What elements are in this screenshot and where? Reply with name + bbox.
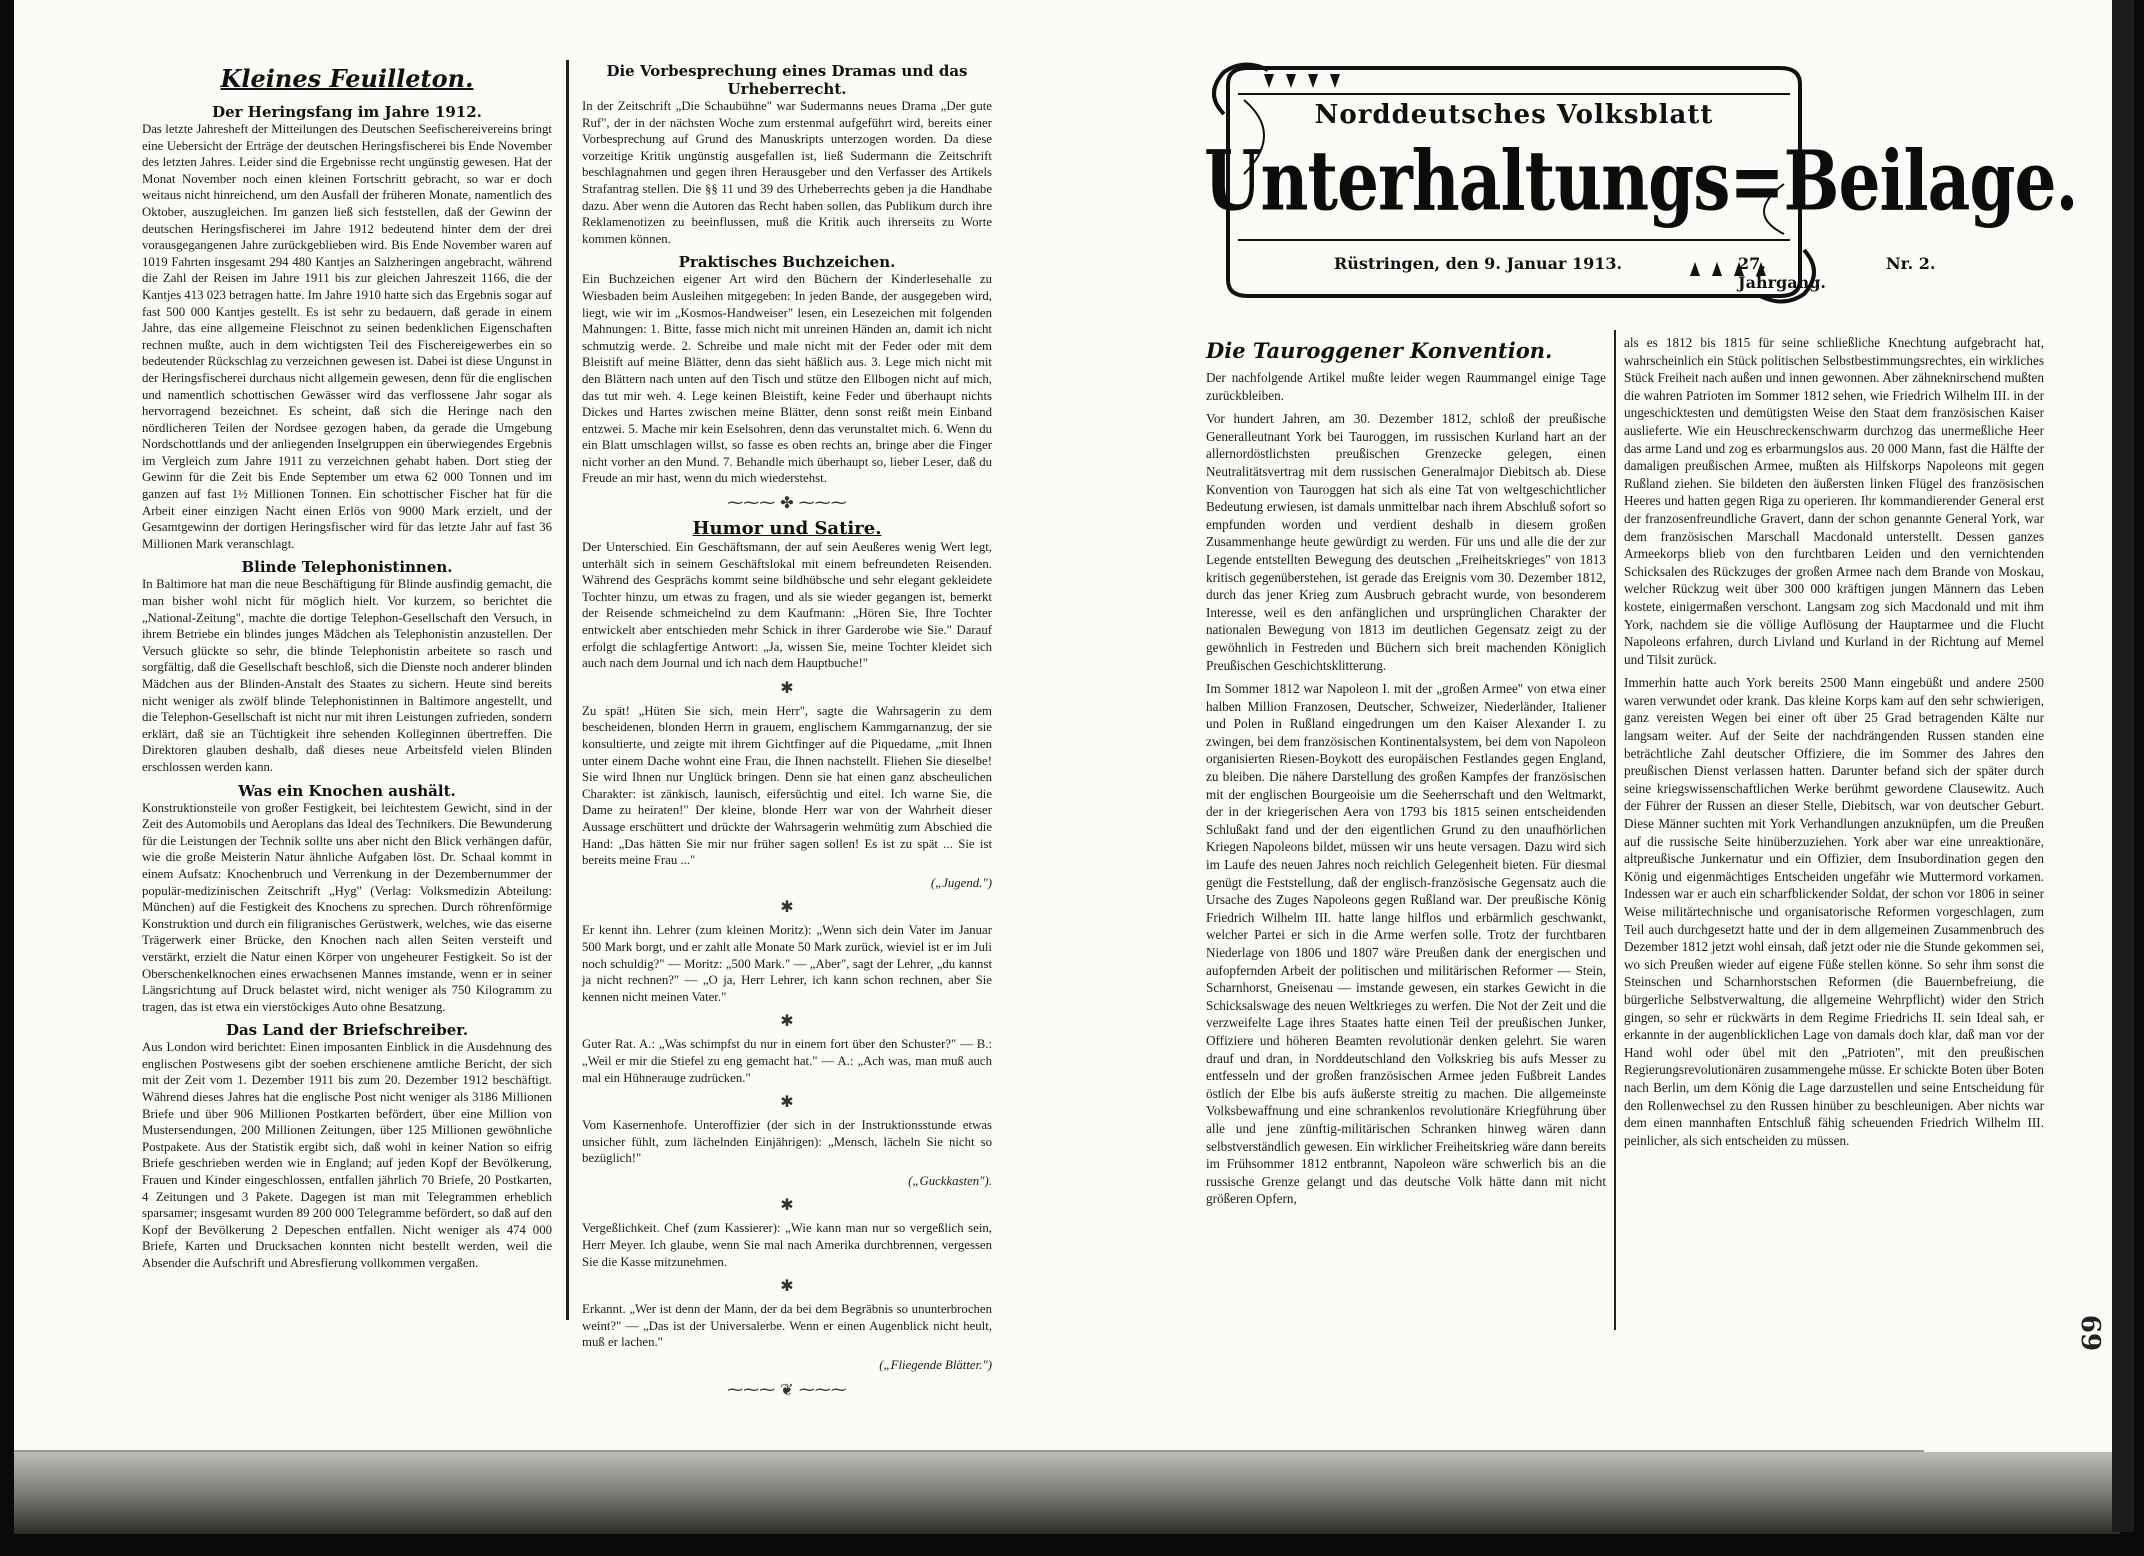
humor-item: Erkannt. „Wer ist denn der Mann, der da bei dem Begräbnis so ununterbrochen weint?" — „Das ist der Universalerbe. Wenn er einen Augenblick nicht heult, muß er lachen." — [582, 1302, 992, 1350]
scan-border — [2112, 0, 2134, 1532]
section-text: In Baltimore hat man die neue Beschäftigung für Blinde ausfindig gemacht, die man bisher wohl nicht für möglich hielt. Vor kurzem, so berichtet die „National-Zeitung", machte die dortige Telephon-Gesellschaft den Versuch, in ihrem Betriebe ein blindes junges Mädchen als Telephonistin anzustellen. Der Versuch glückte so sehr, die blinde Telephonistin arbeitete so rasch und sorgfältig, daß die Gesellschaft beschloß, sich die Dienste noch anderer blinden Mädchen aus der Blinden-Anstalt des Staates zu sichern. Heute sind bereits nicht weniger als zwölf blinde Telephonistinnen in Baltimore angestellt, und die Telephon-Gesellschaft ist nicht nur mit ihren Leistungen zufrieden, sondern erklärt, daß sie an Tüchtigkeit ihre sehenden Kolleginnen übertreffen. Die Direktoren glauben deshalb, daß dieses neue Arbeitsfeld vielen Blinden erschlossen werden kann. — [142, 577, 552, 774]
separator-star: ✱ — [780, 897, 794, 917]
section-heading: Der Heringsfang im Jahre 1912. — [212, 103, 482, 121]
column-rule — [1614, 330, 1616, 1330]
page-number: 69 — [2075, 1314, 2106, 1352]
humor-source: („Fliegende Blätter.") — [879, 1358, 992, 1373]
section-text: Aus London wird berichtet: Einen imposanten Einblick in die Ausdehnung des englischen Postwesens gibt der soeben erschienene amtliche Bericht, der sich mit der Zeit vom 1. Dezember 1911 bis zum 20. Dezember 1912 beschäftigt. Während dieses Jahres hat die englische Post nicht weniger als 3186 Millionen Briefe und über 906 Millionen Postkarten befördert, über eine Million von Mustersendungen, 200 Millionen Zeitungen, über 125 Millionen gewöhnliche Postpakete. Aus der Statistik ergibt sich, daß wohl in keiner Nation so eifrig Briefe geschrieben werden wie in England; auf jeden Kopf der Bevölkerung, Frauen und Kinder eingeschlossen, entfallen jährlich 70 Briefe, 20 Postkarten, 4 Zeitungen und 3 Pakete. Dagegen ist man mit Telegrammen erheblich sparsamer; insgesamt wurden 89 200 000 Telegramme befördert, so daß auf den Kopf der Bevölkerung 2 Depeschen entfallen. Nicht weniger als 474 000 Briefe, Karten und Drucksachen konnten nicht bestellt werden, weil die Absender die Aufschrift und Abresfierung vollkommen vergaßen. — [142, 1040, 552, 1270]
masthead-issue-number: Nr. 2. — [1886, 254, 1936, 273]
humor-item: Zu spät! „Hüten Sie sich, mein Herr", sagte die Wahrsagerin zu dem bescheidenen, blonden Herrn in grauem, englischem Kammgarnanzug, der sie konsultierte, und zeigte mit ihrem Gichtfinger auf die Piquedame, „mit Ihnen unter einem Dache wohnt eine Frau, die Ihnen nachstellt. Fliehen Sie dieselbe! Sie wird Ihnen nur Unglück bringen. Denn sie hat einen ganz abscheulichen Charakter: ist zänkisch, launisch, eifersüchtig und eitel. Ich warne Sie, die Dame zu heiraten!" Der kleine, blonde Herr war von der Wahrheit dieser Aussage erschüttert und drückte der Wahrsagerin wehmütig zum Abschied die Hand: „Das hätten Sie mir nur früher sagen sollen! Es ist zu spät ... Sie ist bereits meine Frau ..." — [582, 703, 992, 868]
article-paragraph: Vor hundert Jahren, am 30. Dezember 1812, schloß der preußische Generalleutnant York bei Tauroggen, im russischen Kurland hart an der allernordöstlichsten preußischen Grenzecke gelegen, einen Neutralitätsvertrag mit dem russischen Generalmajor Diebitsch ab. Diese Konvention von Tauroggen hat sich als eine Tat von weltgeschichtlicher Bedeutung erwiesen, ist damals unmittelbar nach ihrem Abschluß sofort so empfunden worden und verdient deshalb in diesem großen Zusammenhange heute gewürdigt zu werden. Für uns und alle die der zur Legende entstellten Bewegung des deutschen „Freiheitskrieges" von 1813 kritisch gegenüberstehen, ist gerade das Ereignis vom 30. Dezember 1812, durch das jener Krieg zum Ausbruch gebracht wurde, von besonderem Interesse, weil es den anfänglichen und ursprünglichen Charakter der nationalen Bewegung von 1813 im deutlichen Gegensatz zeigt zu der gewöhnlich in Festreden und Büchern sich breit machenden Königlich Preußischen Geschichtsklitterung. — [1206, 411, 1606, 673]
separator-star: ✱ — [780, 1195, 794, 1215]
humor-item: Guter Rat. A.: „Was schimpfst du nur in einem fort über den Schuster?" — B.: „Weil er mir die Stiefel zu eng gemacht hat." — A.: „Ach was, man muß auch mal ein Hühnerauge zudrücken." — [582, 1037, 992, 1085]
section-text: Das letzte Jahresheft der Mitteilungen des Deutschen Seefischereivereins bringt eine Uebersicht der Erträge der deutschen Heringsfischerei bis Ende November des letzten Jahres. Leider sind die Ergebnisse recht ungünstig gewesen. Hat der Monat November noch einen kleinen Fortschritt gebracht, so war er doch weitaus nicht hinreichend, um den Ausfall der früheren Monate, namentlich des Oktober, auszugleichen. Im ganzen ließ sich feststellen, daß der Gewinn der deutschen Heringsfischerei im Jahre 1912 bedeutend hinter dem der drei vorausgegangenen Jahre zurückgeblieben wird. Bis Ende November waren auf 1019 Fahrten insgesamt 294 480 Kantjes an Salzheringen angebracht, während die Zahl der Reisen im Jahre 1911 bis zur gleichen Jahreszeit 1166, die der Kantjes 413 023 betragen hatte. Im Jahre 1910 hatte sich das Ergebnis sogar auf fast 500 000 Kantjes gestellt. Es ist sehr zu bedauern, daß gerade in einem Jahre, das eine allgemeine Fleischnot zu seinen bedenklichen Eigenschaften rechnen mußte, auch in dem wichtigsten Teil des Fischereigewerbes ein so bedeutender Rückschlag zu verzeichnen gewesen ist. Dabei ist diese Ungunst in der Heringsfischerei durchaus nicht allgemein gewesen, denn für die englischen und namentlich schottischen Gewässer wird das verflossene Jahr sogar als hervorragend bezeichnet. Es scheint, daß sich die Heringe nach den nördlicheren Teilen der Nordsee gezogen haben, da gerade die Umgebung Nordschottlands und der anliegenden Inselgruppen ein überwiegendes Ergebnis im Vergleich zum Jahre 1911 zu verzeichnen gehabt haben. Dort stieg der Gewinn für die Zeit bis Ende September um etwa 62 000 Tonnen und im ganzen auf fast 1½ Millionen Tonnen. Ein schottischer Fischer hat für die Arbeit einer einzigen Nacht einen Erlös von 9000 Mark erzielt, und der Gesamtgewinn der dortigen Heringsfischer wird für das letzte Jahr auf fast 36 Millionen Mark veranschlagt. — [142, 122, 552, 551]
section-text: Ein Buchzeichen eigener Art wird den Büchern der Kinderlesehalle zu Wiesbaden beim Ausleihen mitgegeben: In jeden Bande, der ausgegeben wird, liegt, wie wir im „Kosmos-Handweiser" lesen, ein Lesezeichen mit folgenden Mahnungen: 1. Bitte, fasse mich nicht mit unreinen Händen an, damit ich nicht schmutzig werde. 2. Schreibe und male nicht mit der Feder oder mit dem Bleistift auf meine Blätter, denn das sieht häßlich aus. 3. Lege mich nicht mit den Blättern nach unten auf den Tisch und stütze den Ellbogen nicht auf mich, das tut mir weh. 4. Lege keinen Bleistift, keine Feder und überhaupt nichts Dickes und Hartes zwischen meine Blätter, denn sonst reißt mein Einband entzwei. 5. Mache mir kein Eselsohren, denn das verunstaltet mich. 6. Wenn du ein Blatt umschlagen willst, so fasse es oben rechts an, bringe aber die Finger nicht vorher an den Mund. 7. Behandle mich überhaupt so, lieber Leser, daß du Freude an mir hast, wenn du mich wiederstehst. — [582, 272, 992, 486]
feuilleton-title: Kleines Feuilleton. — [220, 64, 474, 93]
column-article-left — [1206, 338, 1606, 1214]
sheet-bottom-edge — [14, 1452, 2120, 1534]
column-rule — [566, 60, 569, 1320]
masthead-title: Unterhaltungs=Beilage. — [1204, 132, 2078, 230]
article-paragraph: Im Sommer 1812 war Napoleon I. mit der „großen Armee" von etwa einer halben Million Franzosen, Deutscher, Schweizer, Niederländer, Italiener und Polen in Rußland eingedrungen um den Kaiser Alexander I. zu zwingen, bei dem französischen Kontinentalsystem, bei dem von Napoleon organisierten Riesen-Boykott des europäischen Festlandes gegen England, zu bleiben. Die nähere Darstellung des großen Kampfes der französischen mit der englischen Bourgeoisie um die Seeherrschaft und den Weltmarkt, der in der kriegerischen Aera von 1793 bis 1815 seinen entscheidenden Schlußakt fand und der den eigentlichen Grund zu den unaufhörlichen Kriegen Napoleons bildet, müssen wir uns heute versagen. Dazu wird sich im Laufe des neuen Jahres noch reichlich Gelegenheit bieten. Für diesmal genügt die Feststellung, daß der englisch-französische Gegensatz auch die Ursache des Zuges Napoleons gegen Rußland war. Der preußische König Friedrich Wilhelm III. hatte lange hilflos und erbärmlich geschwankt, welcher Partei er sich in die Arme werfen solle. Trotz der furchtbaren Niederlage von 1806 und 1807 wäre Preußen dank der energischen und aufopfernden Arbeit der politischen und militärischen Reformer — Stein, Scharnhorst, Gneisenau — imstande gewesen, ein starkes Gewicht in die Schicksalswage des neuen Weltkrieges zu werfen. Die Not der Zeit und die verzweifelte Lage ihres Staates hatte einen Teil der preußischen Junker, Offiziere und höheren Beamten revolutionär denken gelehrt. Sie waren drauf und dran, in Norddeutschland den Volkskrieg bis aufs Messer zu entfesseln und der großen französischen Armee jeden Fußbreit Landes östlich der Elbe bis aufs äußerste streitig zu machen. Die allgemeinste Volksbewaffnung und eine schrankenlos revolutionäre Kriegführung über alle und jene zünftig-militärischen Schranken hinweg wären dann selbstverständlich gewesen. Ein wirklicher Freiheitskrieg wäre dann bereits im Frühsommer 1812 entbrannt, Napoleon wäre schwerlich bis an die russische Grenze gelangt und das deutsche Volk hätte dann mit nicht größeren Opfern, — [1206, 681, 1606, 1207]
separator-star: ✱ — [780, 1276, 794, 1296]
ornament-divider: ⁓⁓⁓ ❦ ⁓⁓⁓ — [727, 1379, 847, 1399]
humor-item: Vom Kasernenhofe. Unteroffizier (der sich in der Instruktionsstunde etwas unsicher fühlt, zum lächelnden Einjährigen): „Mensch, lächeln Sie nicht so bezüglich!" — [582, 1118, 992, 1166]
section-heading: Praktisches Buchzeichen. — [678, 253, 896, 272]
section-knochen — [142, 782, 552, 1016]
section-heading: Das Land der Briefschreiber. — [225, 1021, 469, 1040]
masthead-date: Rüstringen, den 9. Januar 1913. — [1334, 254, 1623, 273]
humor-item: Vergeßlichkeit. Chef (zum Kassierer): „Wie kann man nur so vergeßlich sein, Herr Meyer. Ich glaube, wenn Sie mal nach Amerika durchbrennen, vergessen Sie die Kasse mitzunehmen. — [582, 1221, 992, 1269]
masthead-paper-name: Norddeutsches Volksblatt — [1314, 100, 1714, 130]
masthead-volume: 27. Jahrgang. — [1738, 254, 1826, 292]
separator-star: ✱ — [780, 1011, 794, 1031]
section-text: In der Zeitschrift „Die Schaubühne" war Sudermanns neues Drama „Der gute Ruf", der in der nächsten Woche zum erstenmal aufgeführt wird, bereits einer Vorbesprechung auf Grund des Manuskripts unterzogen worden. Da diese vorzeitige Kritik ungünstig ausgefallen ist, ließ Sudermann die Zeitschrift beschlagnahmen und gegen ihren Herausgeber und den Verfasser des Artikels Strafantrag stellen. Die §§ 11 und 39 des Urheberrechts geben ja die Handhabe dazu. Aber wenn die Autoren das Recht haben sollen, das Publikum durch ihre Reklamenotizen zu beeinflussen, muß die Kritik auch ihrerseits zu Worte kommen können. — [582, 99, 992, 246]
humor-item: Der Unterschied. Ein Geschäftsmann, der auf sein Aeußeres wenig Wert legt, unterhält sich in seinem Geschäftslokal mit einem befreundeten Reisenden. Während des Gesprächs kommt seine bildhübsche und sehr elegant gekleidete Tochter hinzu, um etwas zu fragen, und als sie wieder gegangen ist, bemerkt der Reisende schmeichelnd zu dem Kaufmann: „Hören Sie, Ihre Tochter entwickelt aber entschieden mehr Schick in ihrer Garderobe wie Sie." Darauf erfolgt die schlagfertige Antwort: „Ja, wissen Sie, meine Tochter kleidet sich auch nach dem Journal und ich nach dem Hauptbuche!" — [582, 540, 992, 671]
humor-item: Er kennt ihn. Lehrer (zum kleinen Moritz): „Wenn sich dein Vater im Januar 500 Mark borgt, und er zahlt alle Monate 50 Mark zurück, wieviel ist er im Juli noch schuldig?" — Moritz: „500 Mark." — „Aber", sagt der Lehrer, „du kannst ja nicht rechnen?" — „O ja, Herr Lehrer, ich kann schon rechnen, aber Sie kennen nicht meinen Vater." — [582, 923, 992, 1004]
section-heading: Die Vorbesprechung eines Dramas und das Urheberrecht. — [606, 62, 968, 98]
column-feuilleton — [142, 64, 552, 1278]
humor-title: Humor und Satire. — [692, 518, 882, 540]
section-hering — [142, 103, 552, 552]
section-briefschreiber — [142, 1021, 552, 1271]
column-article-right — [1624, 334, 2044, 1155]
section-heading: Blinde Telephonistinnen. — [241, 558, 453, 577]
humor-source: („Guckkasten"). — [908, 1173, 992, 1188]
section-heading: Was ein Knochen aushält. — [238, 781, 456, 800]
separator-star: ✱ — [780, 677, 794, 697]
newspaper-sheet — [14, 0, 2120, 1532]
article-paragraph: Immerhin hatte auch York bereits 2500 Mann eingebüßt und andere 2500 waren verwundet oder krank. Das kleine Korps kam auf den sehr schwierigen, ganz vereisten Wegen bei einer oft über 25 Grad betragenden Kälte nur langsam weiter. Auf der Seite der nachdrängenden Russen standen eine beträchtliche Zahl deutscher Offiziere, die im Sommer des Jahres den preußischen Dienst verlassen hatten. Darunter befand sich der später durch seine kriegswissenschaftlichen Werke berühmt gewordene Clausewitz. Auch der Führer der Russen an dieser Stelle, Diebitsch, war von deutscher Geburt. Diese Männer suchten mit York Verhandlungen anzuknüpfen, um die Preußen auf die russische Seite hinüberzuziehen. York aber war eine unreaktionäre, altpreußische Junkernatur und ein Offizier, dem Insubordination gegen den König und eigenmächtiges Entscheiden ungefähr wie Muttermord vorkamen. Indessen war er auch ein scharfblickender Soldat, der schon vor 1806 in seiner Weise militärtechnische und organisatorische Reformen vorgeschlagen, zum Teil auch durchgesetzt hatte und der in dem allgemeinen Zusammenbruch des Dezember 1812 jetzt wohl einsah, daß jetzt oder nie die Stunde gekommen sei, wo sich Preußen wieder auf eigene Füße stellen könne. So sehr ihm sonst die Steinschen und Scharnhorstschen Reformen (die Bauernbefreiung, die bürgerliche Selbstverwaltung, die allgemeine Wehrpflicht) wider den Strich gingen, so sehr er rückwärts in dem Regime Friedrichs II. sein Ideal sah, er erkannte in der augenblicklichen Lage von damals doch klar, daß man vor der Hand wohl oder übel mit den „Patrioten", mit den preußischen Regierungsrevolutionären zusammengehe müsse. Er schickte Boten über Boten nach Berlin, um dem König die Lage darzustellen und seine Entscheidung für den Rollenwechsel zu den Russen hinüber zu beschleunigen. Aber nichts war dem einen mannhaften Entschluß fähig scheuenden Friedrich Wilhelm III. peinlicher, als sich entscheiden zu müssen. — [1624, 675, 2044, 1148]
section-telephon — [142, 558, 552, 775]
section-text: Konstruktionsteile von großer Festigkeit, bei leichtestem Gewicht, sind in der Zeit des Automobils und Aeroplans das Ideal des Technikers. Die Bewunderung für die Leistungen der Technik sollte uns aber nicht den Blick verhängen dafür, wie die große Meisterin Natur ähnliche Aufgaben löst. Dr. Schaal kommt in einem Aufsatz: Knochenbruch und Verrenkung in der Dezembernummer der populär-medizinischen Zeitschrift „Hyg" (Verlag: Volksmedizin Abteilung: München) auf die Festigkeit des Knochens zu sprechen. Durch röhrenförmige Konstruktion und durch ein filigranisches Gerüstwerk, welches, wie das eiserne Trägerwerk einer Brücke, den Knochen nach allen Seiten versteift und verstärkt, erzielt die Natur einen Körper von ungeheurer Festigkeit. So ist der Oberschenkelknochen eines erwachsenen Mannes imstande, wenn er in seiner Längsrichtung auf Druck belastet wird, nicht weniger als 750 Kilogramm zu tragen, das ist etwa ein vierstöckiges Auto ohne Besatzung. — [142, 800, 552, 1014]
article-paragraph: als es 1812 bis 1815 für seine schließliche Knechtung aufgebracht hat, wahrscheinlich ein Stück politischen Selbstbestimmungsrechtes, ein wirkliches Stück Freiheit nach außen und innen gewonnen. Aber zähneknirschend mußten die wahren Patrioten im Sommer 1812 sehen, wie Friedrich Wilhelm III. in der ungeschicktesten und demütigsten Weise den Staat dem französischen Kaiser auslieferte. Wie ein Heuschreckenschwarm durchzog das unermeßliche Heer das arme Land und zog es erbarmungslos aus. 20 000 Mann, fast die Hälfte der damaligen preußischen Armee, mußten als Hilfskorps Napoleons mit gegen Rußland ziehen. Sie bildeten den äußersten linken Flügel des französischen Heeres und hatten gegen Riga zu operieren. Ihr kommandierender General erst der franzosenfreundliche Gravert, dann der schon genannte General York, war dem französischen Marschall Macdonald unterstellt. Dessen ganzes Armeekorps blieb von den furchtbaren Leiden und den vernichtenden Schicksalen des Rückzuges der großen Armee nach dem Brande von Moskau, welcher Rückzug weit über 300 000 kräftigen jungen Männern das Leben kostete, einigermaßen verschont. Langsam zog sich Macdonald und mit ihm York, nachdem sie die völlige Auflösung der Hauptarmee und die Flucht Napoleons erfahren, durch Livland und Kurland in der Richtung auf Memel und Tilsit zurück. — [1624, 335, 2044, 667]
article-note: Der nachfolgende Artikel mußte leider wegen Raummangel einige Tage zurückbleiben. — [1206, 370, 1606, 403]
ornament-divider: ⁓⁓⁓ ✤ ⁓⁓⁓ — [727, 493, 847, 513]
separator-star: ✱ — [780, 1092, 794, 1112]
column-misc — [582, 62, 992, 1405]
article-title: Die Tauroggener Konvention. — [1206, 338, 1553, 363]
humor-source: („Jugend.") — [930, 875, 992, 890]
